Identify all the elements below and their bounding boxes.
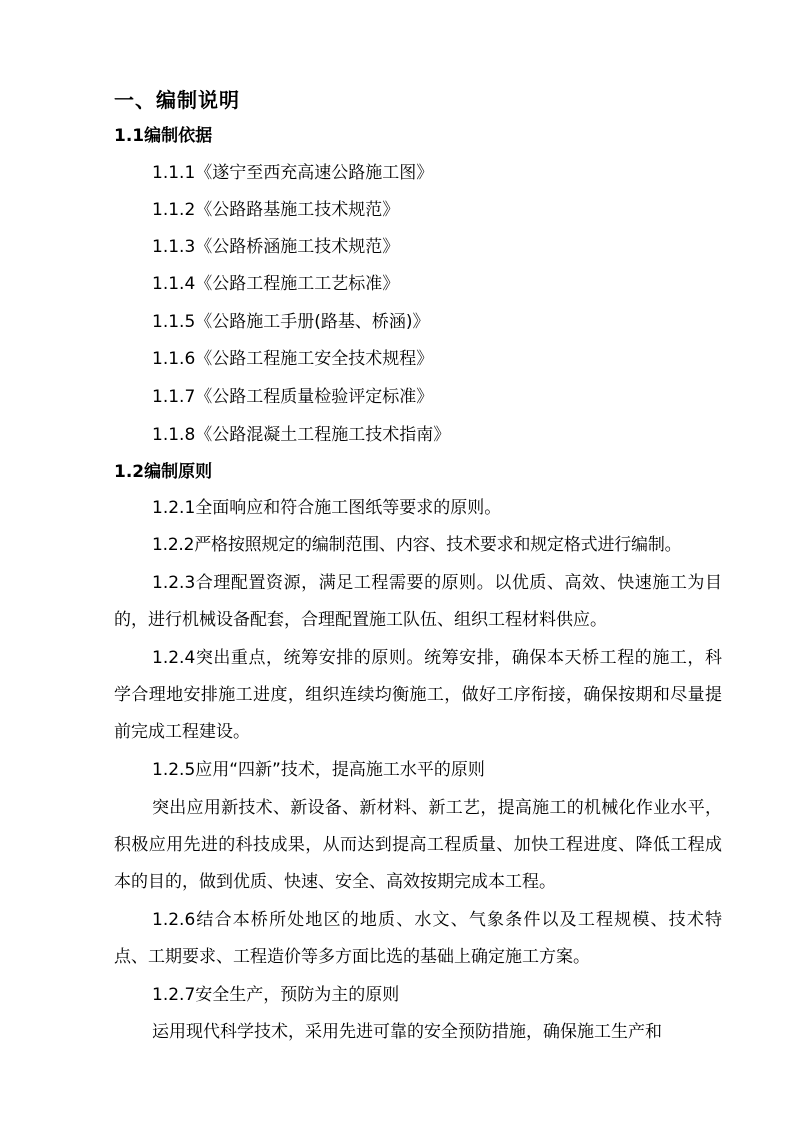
reference-item: 1.1.5《公路施工手册(路基、桥涵)》 <box>152 312 430 332</box>
reference-item: 1.1.1《遂宁至西充高速公路施工图》 <box>152 163 434 183</box>
reference-item: 1.1.4《公路工程施工工艺标准》 <box>152 274 400 294</box>
reference-item: 1.1.7《公路工程质量检验评定标准》 <box>152 387 434 407</box>
principle-paragraph: 1.2.5应用“四新”技术，提高施工水平的原则 <box>152 760 485 780</box>
reference-item: 1.1.6《公路工程施工安全技术规程》 <box>152 349 434 369</box>
section-title-basis: 1.1编制依据 <box>114 126 213 146</box>
principle-paragraph: 1.2.6结合本桥所处地区的地质、水文、气象条件以及工程规模、技术特点、工期要求、工程造价等多方面比选的基础上确定施工方案。 <box>114 910 722 967</box>
chapter-heading: 一、编制说明 <box>114 88 240 112</box>
reference-item: 1.1.8《公路混凝土工程施工技术指南》 <box>152 425 451 445</box>
principle-paragraph: 1.2.4突出重点，统筹安排的原则。统筹安排，确保本天桥工程的施工，科学合理地安排施工进度，组织连续均衡施工，做好工序衔接，确保按期和尽量提前完成工程建设。 <box>114 648 722 742</box>
reference-item: 1.1.2《公路路基施工技术规范》 <box>152 200 400 220</box>
principle-paragraph: 运用现代科学技术，采用先进可靠的安全预防措施，确保施工生产和 <box>152 1022 662 1042</box>
principle-paragraph: 1.2.2严格按照规定的编制范围、内容、技术要求和规定格式进行编制。 <box>152 535 682 555</box>
principle-paragraph: 突出应用新技术、新设备、新材料、新工艺，提高施工的机械化作业水平，积极应用先进的科技成果，从而达到提高工程质量、加快工程进度、降低工程成本的目的，做到优质、快速、安全、高效按期完成本工程。 <box>114 798 722 892</box>
reference-item: 1.1.3《公路桥涵施工技术规范》 <box>152 237 400 257</box>
principle-paragraph: 1.2.3合理配置资源，满足工程需要的原则。以优质、高效、快速施工为目的，进行机械设备配套，合理配置施工队伍、组织工程材料供应。 <box>114 573 722 630</box>
section-title-principles: 1.2编制原则 <box>114 462 213 482</box>
principle-paragraph: 1.2.7安全生产，预防为主的原则 <box>152 985 400 1005</box>
principle-paragraph: 1.2.1全面响应和符合施工图纸等要求的原则。 <box>152 498 502 518</box>
